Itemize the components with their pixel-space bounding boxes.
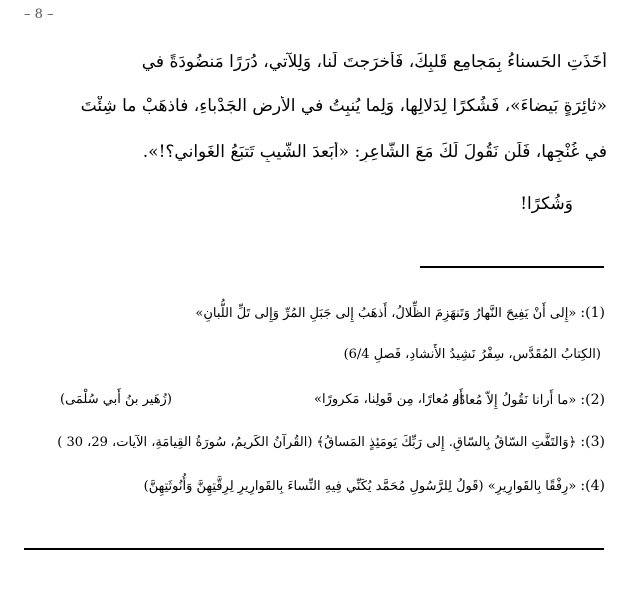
footnote-number: (4): [580,478,605,494]
body-line-3: في غُنْجِها، فَلَن نَقُولَ لَكَ مَعَ الشّاعِرِ: «أَبَعدَ الشَّيبِ تَتبَعُ الغَواني؟!». [142,142,607,162]
footnote-3 [57,434,605,450]
footnote-text: «رِفْقًا بِالقَوارِيرِ» (قَولُ لِلرَّسُولِ مُحَمَّد يُكَنِّي فِيهِ النِّساءَ بِالقَوارِيرِ لِرِقَّتِهِنَّ وَأُنُوثَتِهِنَّ) [143,479,577,494]
bottom-rule [24,548,604,550]
footnote-1-source: (الكِتابُ المُقَدَّس، سِفْرُ نَشِيدُ الأَنشادِ، فَصلِ 6/4) [343,347,601,362]
footnote-2 [452,392,605,408]
body-line-2: «ثائِرَةٍ بَيضاءَ»، فَشُكرًا لِدَلالِها، وَلِما يُنبِتُ في الأَرضِ الجَدْباءِ، فاذهَبْ ما شِئْتَ [80,96,607,116]
footnote-2-source: (زُهَير بنُ أَبي سُلْمَى) [60,392,172,407]
footnote-separator [420,266,604,268]
footnote-number: (1): [580,305,605,321]
footnote-text: «إِلى أَنْ يَفِيحَ النَّهارُ وَتَنهَزِمَ الظِّلالُ، أَذهَبُ إِلى جَبَلِ المُرِّ وَإِلى تَلِّ اللُّبانِ» [195,306,577,321]
footnote-4 [144,478,605,494]
footnote-text: «ما أَرانا نَقُولُ إِلاّ مُعادًا، [451,393,577,408]
footnote-number: (3): [580,434,605,450]
closing-line: وَشُكرًا! [520,194,573,214]
page-number: – 8 – [24,7,54,22]
body-line-1: أَخَذَتِ الحَسناءُ بِمَجامِعِ قَلبِكَ، فَأَخرَجتَ لَنا، وَلِلآتي، دُرَرًا مَنضُودَةً في [141,52,607,72]
footnote-text: ﴿وَالتَفَّتِ السّاقُ بِالسّاقِ. إِلى رَبِّكَ يَومَئِذٍ المَساقُ﴾ (القُرآنُ الكَريمُ، سُورَةُ القِيامَةِ، الآيات، 29، 30 ) [57,435,577,450]
footnote-1 [195,305,605,321]
footnote-number: (2): [580,392,605,408]
footnote-2-second-hemistich: أَو مُعارًا، مِن قَولِنا، مَكرورًا» [314,392,463,407]
